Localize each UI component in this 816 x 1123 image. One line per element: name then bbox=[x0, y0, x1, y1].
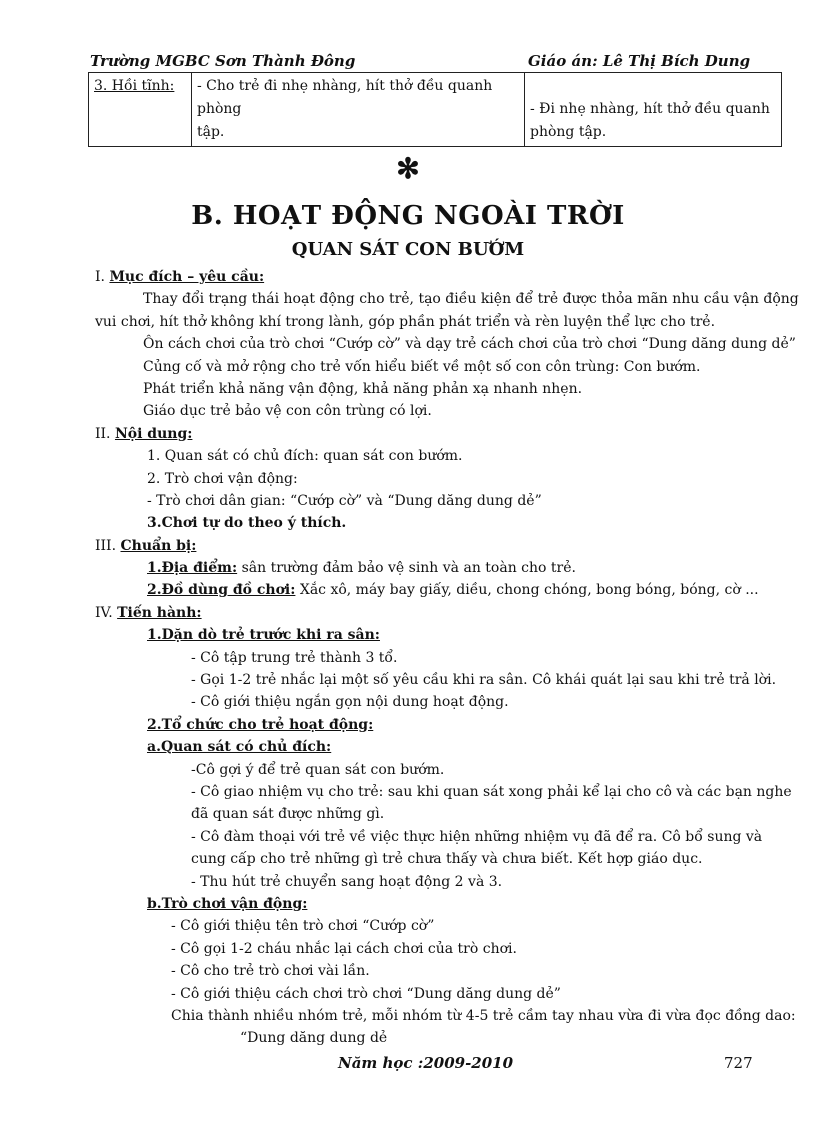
subsection-heading: 1.Dặn dò trẻ trước khi ra sân: bbox=[147, 627, 380, 644]
body-line bbox=[95, 579, 775, 601]
header-author: Giáo án: Lê Thị Bích Dung bbox=[528, 52, 751, 70]
body-line bbox=[95, 557, 775, 579]
body-line: - Cô gọi 1-2 cháu nhắc lại cách chơi của trò chơi. bbox=[171, 940, 517, 957]
body-line: - Cô giao nhiệm vụ cho trẻ: sau khi quan sát xong phải kể lại cho cô và các bạn nghe bbox=[191, 783, 792, 800]
sub-title: QUAN SÁT CON BƯỚM bbox=[291, 239, 525, 260]
subsection-heading: a.Quan sát có chủ đích: bbox=[147, 739, 332, 756]
footer-year: Năm học :2009-2010 bbox=[338, 1054, 514, 1072]
body-line: Phát triển khả năng vận động, khả năng phản xạ nhanh nhẹn. bbox=[143, 380, 583, 397]
body-line: - Cô tập trung trẻ thành 3 tổ. bbox=[191, 649, 398, 666]
section-heading bbox=[95, 266, 775, 288]
section-title: Mục đích – yêu cầu: bbox=[109, 269, 265, 285]
section-heading bbox=[95, 602, 775, 624]
section-title: Tiến hành: bbox=[117, 604, 202, 621]
teacher-line: - Cho trẻ đi nhẹ nhàng, hít thở đều quanh phòng bbox=[197, 78, 493, 117]
body-line: Thay đổi trạng thái hoạt động cho trẻ, tạo điều kiện để trẻ được thỏa mãn nhu cầu vận động bbox=[143, 291, 799, 308]
body-line: - Thu hút trẻ chuyển sang hoạt động 2 và 3. bbox=[191, 873, 503, 890]
child-line: - Đi nhẹ nhàng, hít thở đều quanh bbox=[530, 101, 770, 117]
child-line: phòng tập. bbox=[530, 124, 607, 140]
body-line: - Cô giới thiệu ngắn gọn nội dung hoạt động. bbox=[191, 694, 509, 711]
body-line: đã quan sát được những gì. bbox=[191, 806, 385, 823]
teacher-cell bbox=[192, 73, 525, 147]
step-label: 3. Hồi tĩnh: bbox=[94, 78, 175, 94]
body-line: Giáo dục trẻ bảo vệ con côn trùng có lợi. bbox=[143, 403, 432, 420]
section-number: III. bbox=[95, 537, 117, 554]
step-cell bbox=[89, 73, 192, 147]
body-line: 2. Trò chơi vận động: bbox=[147, 470, 298, 487]
body-line: - Cô đàm thoại với trẻ về việc thực hiện những nhiệm vụ đã để ra. Cô bổ sung và bbox=[191, 828, 763, 845]
section-number: IV. bbox=[95, 604, 113, 621]
section-title: Nội dung: bbox=[114, 425, 193, 442]
section-title: Chuẩn bị: bbox=[120, 537, 197, 554]
teacher-line: tập. bbox=[197, 124, 225, 140]
body-line: Ôn cách chơi của trò chơi “Cướp cờ” và dạy trẻ cách chơi của trò chơi “Dung dăng dung dẻ” bbox=[143, 336, 796, 353]
body-line: 1. Quan sát có chủ đích: quan sát con bướm. bbox=[147, 448, 463, 465]
main-title: B. HOẠT ĐỘNG NGOÀI TRỜI bbox=[191, 201, 625, 231]
place-text: sân trường đảm bảo vệ sinh và an toàn cho trẻ. bbox=[237, 560, 576, 577]
body-line: Củng cố và mở rộng cho trẻ vốn hiểu biết về một số con côn trùng: Con bướm. bbox=[143, 358, 701, 375]
body-line: - Gọi 1-2 trẻ nhắc lại một số yêu cầu khi ra sân. Cô khái quát lại sau khi trẻ trả lời. bbox=[191, 672, 777, 689]
lesson-body bbox=[95, 266, 799, 1050]
body-line: cung cấp cho trẻ những gì trẻ chưa thấy và chưa biết. Kết hợp giáo dục. bbox=[191, 851, 703, 868]
page-number: 727 bbox=[724, 1054, 753, 1072]
child-cell bbox=[525, 73, 782, 147]
separator-asterisk: ✻ bbox=[396, 152, 420, 185]
body-line: - Cô cho trẻ trò chơi vài lần. bbox=[171, 963, 370, 980]
body-line: - Trò chơi dân gian: “Cướp cờ” và “Dung dăng dung dẻ” bbox=[147, 492, 542, 509]
subsection-heading: 2.Tổ chức cho trẻ hoạt động: bbox=[147, 716, 374, 733]
body-line: vui chơi, hít thở không khí trong lành, góp phần phát triển và rèn luyện thể lực cho trẻ. bbox=[95, 313, 716, 330]
place-label: 1.Địa điểm: bbox=[147, 560, 238, 577]
toys-text: Xắc xô, máy bay giấy, diều, chong chóng, bong bóng, bóng, cờ ... bbox=[295, 582, 759, 599]
section-heading bbox=[95, 423, 775, 445]
body-line: 3.Chơi tự do theo ý thích. bbox=[147, 515, 347, 532]
toys-label: 2.Đồ dùng đồ chơi: bbox=[147, 582, 296, 599]
section-number: II. bbox=[95, 425, 111, 442]
subsection-heading: b.Trò chơi vận động: bbox=[147, 895, 308, 912]
body-line: -Cô gợi ý để trẻ quan sát con bướm. bbox=[191, 761, 445, 778]
table-row bbox=[89, 73, 782, 147]
verse-line: “Dung dăng dung dẻ bbox=[240, 1030, 388, 1047]
section-heading bbox=[95, 535, 775, 557]
header-school: Trường MGBC Sơn Thành Đông bbox=[90, 52, 356, 70]
body-line: - Cô giới thiệu tên trò chơi “Cướp cờ” bbox=[171, 918, 435, 935]
section-number: I. bbox=[95, 269, 105, 285]
body-line: - Cô giới thiệu cách chơi trò chơi “Dung dăng dung dẻ” bbox=[171, 985, 561, 1002]
body-line: Chia thành nhiều nhóm trẻ, mỗi nhóm từ 4-5 trẻ cầm tay nhau vừa đi vừa đọc đồng dao: bbox=[171, 1007, 796, 1024]
activity-table bbox=[88, 72, 782, 147]
